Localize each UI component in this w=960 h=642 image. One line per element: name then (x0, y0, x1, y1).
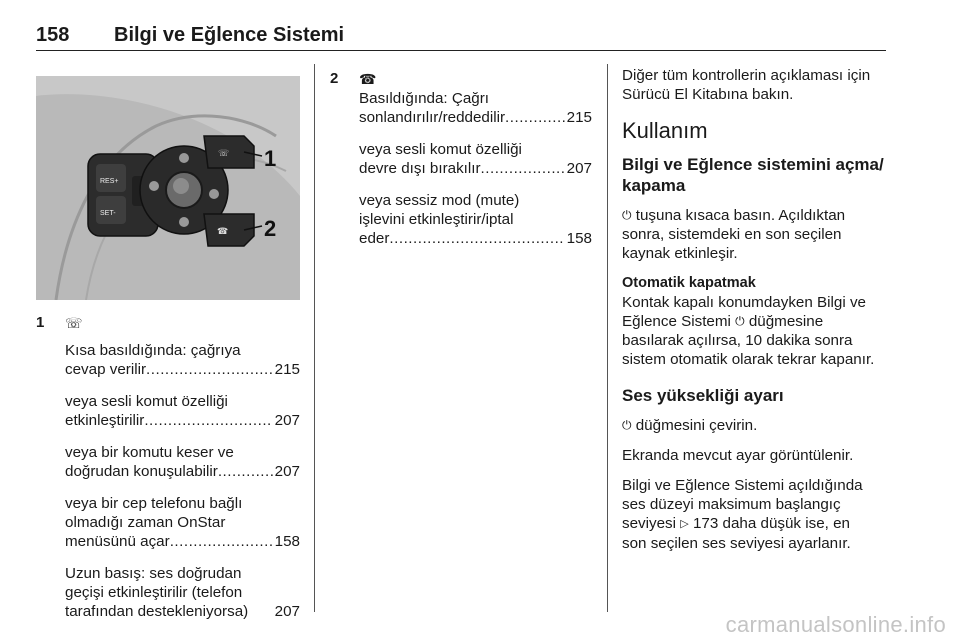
page-reference: 215 (566, 109, 592, 126)
column-1 (36, 64, 300, 621)
steering-wheel-illustration (36, 76, 300, 300)
res-plus-label: RES+ (100, 178, 119, 185)
page-reference: 207 (274, 603, 300, 620)
item-2-entries (330, 70, 592, 248)
svg-text:☎: ☎ (217, 227, 229, 237)
entry: veya sesli komut özelliği devre dışı bırakılır ..... 207 (359, 140, 592, 178)
leader-dots (146, 360, 273, 379)
subheading-volume: Ses yüksekliği ayarı (622, 386, 784, 405)
leader-dots (389, 229, 564, 248)
page-header (36, 18, 886, 51)
page-reference: 158 (274, 533, 300, 550)
power-paragraph: ⏻ tuşuna kısaca basın. Açıldıktan sonra, sistemdeki en son seçilen kaynak etkinleşir. (622, 207, 846, 262)
entry: Basıldığında: Çağrı sonlandırılır/reddedilir ..... 215 (359, 89, 592, 127)
leader-dots (144, 411, 272, 430)
item-2 (330, 70, 592, 248)
volume-paragraph-3: Bilgi ve Eğlence Sistemi açıldığında ses düzeyi maksimum başlangıç seviyesi ▷ 173 daha düşük ise, en son seçilen ses seviyesi ayarlanır. (622, 477, 863, 552)
column-divider-2 (607, 64, 608, 612)
steering-wheel-controls-drawing (36, 76, 300, 300)
item-1-entries (36, 314, 300, 621)
item-1 (36, 314, 300, 621)
page-reference: 215 (274, 361, 300, 378)
leader-dots (218, 462, 273, 481)
header-title: Bilgi ve Eğlence Sistemi (114, 24, 345, 46)
page-number: 158 (36, 24, 70, 46)
page-reference: 207 (274, 463, 300, 480)
leader-dots (481, 159, 565, 178)
cross-reference-icon: ▷ (680, 518, 689, 530)
watermark: carmanualsonline.info (725, 612, 946, 637)
entry: veya bir komutu keser ve doğrudan konuşulabilir ..... 207 (65, 443, 300, 481)
auto-off-paragraph: Otomatik kapatmak Kontak kapalı konumdayken Bilgi ve Eğlence Sistemi ⏻ düğmesine basılarak açılırsa, 10 dakika sonra sistem otomatik olarak tekrar kapanır. (622, 274, 886, 369)
entry: veya sesli komut özelliği etkinleştirilir ..... 207 (65, 392, 300, 430)
power-icon: ⏻ (622, 418, 632, 432)
item-number: 1 (36, 314, 45, 331)
leader-dots (505, 108, 565, 127)
entry: veya sessiz mod (mute) işlevini etkinleştirir/iptal eder ..... 158 (359, 191, 592, 248)
phone-hangup-icon: ☎ (359, 71, 377, 87)
phone-talk-icon: ☏ (65, 315, 83, 331)
entry: Kısa basıldığında: çağrıya cevap verilir ..... 215 (65, 341, 300, 379)
page-reference: 158 (566, 230, 592, 247)
power-icon: ⏻ (622, 208, 632, 222)
intro-paragraph: Diğer tüm kontrollerin açıklaması için Sürücü El Kitabına bakın. (622, 67, 871, 103)
page-reference: 207 (566, 160, 592, 177)
volume-paragraph-1: ⏻ düğmesini çevirin. (622, 417, 758, 434)
page-reference: 207 (274, 412, 300, 429)
entry: Uzun basış: ses doğrudan geçişi etkinleştirilir (telefon tarafından destekleniyorsa) 207 (65, 565, 300, 620)
column-2 (330, 64, 592, 248)
callout-2: 2 (264, 216, 277, 241)
power-icon: ⏻ (735, 314, 745, 328)
volume-paragraph-2: Ekranda mevcut ayar görüntülenir. (622, 447, 854, 464)
set-minus-label: SET- (100, 210, 116, 217)
section-title: Kullanım (622, 118, 708, 143)
column-divider-1 (314, 64, 315, 612)
leader-dots (170, 532, 273, 551)
svg-text:☏: ☏ (218, 149, 230, 159)
callout-1: 1 (264, 146, 277, 171)
subheading-power: Bilgi ve Eğlence sistemini açma/ kapama (622, 155, 884, 195)
column-3 (622, 64, 886, 564)
item-number: 2 (330, 70, 339, 87)
entry: veya bir cep telefonu bağlı olmadığı zaman OnStar menüsünü açar ..... 158 (65, 494, 300, 551)
auto-off-heading: Otomatik kapatmak (622, 275, 756, 291)
